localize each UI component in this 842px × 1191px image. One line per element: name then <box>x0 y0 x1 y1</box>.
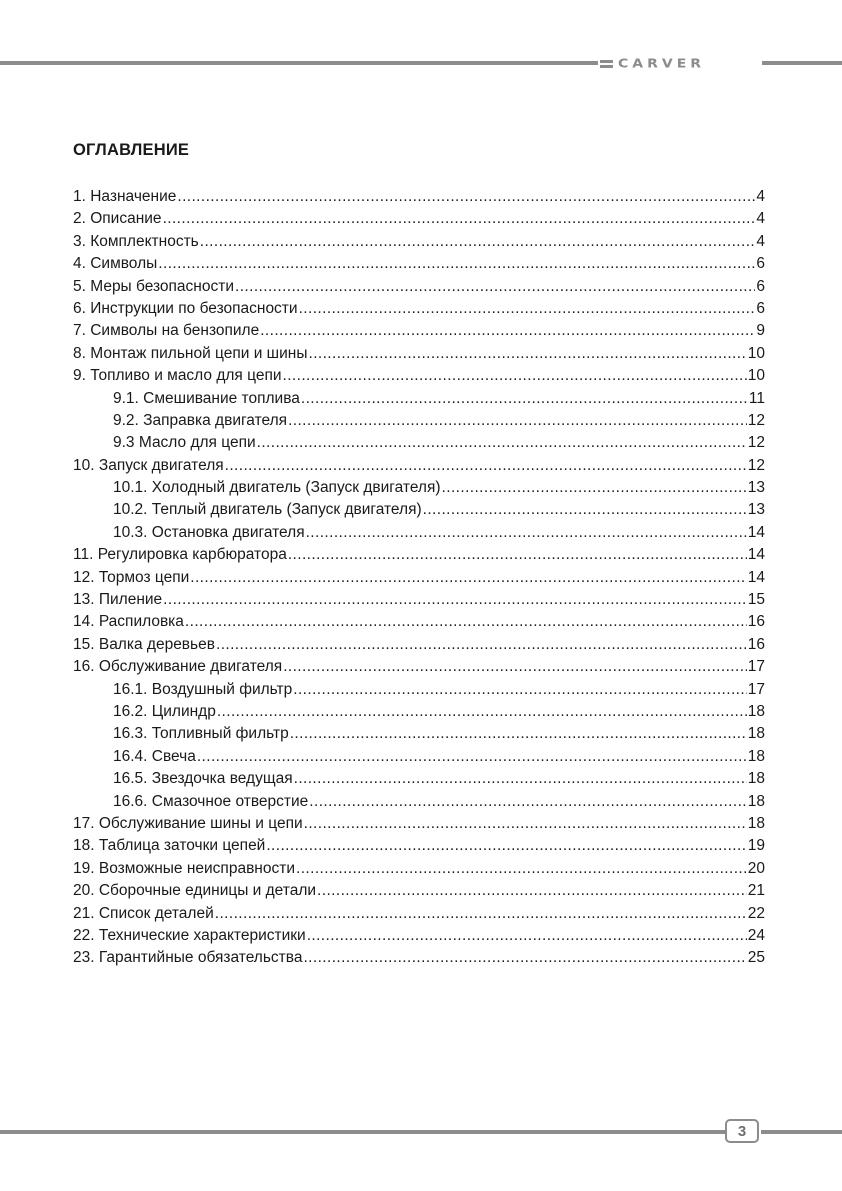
toc-entry <box>73 432 765 454</box>
toc-entry-label: 16. Обслуживание двигателя <box>73 658 283 676</box>
toc-entry <box>73 208 765 230</box>
toc-entry <box>73 365 765 387</box>
toc-dot-leader <box>294 768 747 790</box>
header-rule-right <box>762 61 842 65</box>
toc-entry-page: 16 <box>747 613 765 631</box>
toc-entry-page: 11 <box>748 389 765 407</box>
toc-entry <box>73 768 765 790</box>
toc-entry <box>73 567 765 589</box>
toc-dot-leader <box>257 432 747 454</box>
toc-entry <box>73 410 765 432</box>
toc-entry-page: 12 <box>747 411 765 429</box>
toc-entry-label: 16.3. Топливный фильтр <box>113 725 289 743</box>
brand-name: CARVER <box>618 56 706 72</box>
toc-entry-label: 16.1. Воздушный фильтр <box>113 680 293 698</box>
toc-entry <box>73 634 765 656</box>
toc-dot-leader <box>216 634 747 656</box>
toc-entry-page: 19 <box>747 837 765 855</box>
toc-dot-leader <box>423 499 747 521</box>
toc-entry-label: 11. Регулировка карбюратора <box>73 546 287 564</box>
toc-entry-page: 18 <box>747 747 765 765</box>
toc-dot-leader <box>217 701 747 723</box>
toc-entry-page: 17 <box>747 658 765 676</box>
toc-dot-leader <box>296 858 747 880</box>
toc-entry <box>73 656 765 678</box>
logo-mark-icon <box>600 60 613 68</box>
toc-dot-leader <box>190 567 747 589</box>
toc-entry-page: 17 <box>747 680 765 698</box>
toc-entry-label: 21. Список деталей <box>73 904 214 922</box>
toc-entry-label: 10.2. Теплый двигатель (Запуск двигателя) <box>113 501 422 519</box>
toc-dot-leader <box>283 365 747 387</box>
toc-entry <box>73 186 765 208</box>
toc-entry-page: 13 <box>747 479 765 497</box>
toc-entry-page: 12 <box>747 434 765 452</box>
toc-entry-label: 16.2. Цилиндр <box>113 702 216 720</box>
toc-entry-label: 9.2. Заправка двигателя <box>113 411 288 429</box>
toc-entry-page: 21 <box>747 882 765 900</box>
toc-entry-page: 12 <box>747 456 765 474</box>
toc-entry-label: 13. Пиление <box>73 591 163 609</box>
toc-entry-label: 15. Валка деревьев <box>73 635 215 653</box>
toc-entry-label: 9.1. Смешивание топлива <box>113 389 300 407</box>
toc-dot-leader <box>283 656 747 678</box>
toc-entry-label: 23. Гарантийные обязательства <box>73 949 303 967</box>
toc-dot-leader <box>266 835 746 857</box>
toc-entry <box>73 746 765 768</box>
table-of-contents <box>73 186 765 970</box>
toc-dot-leader <box>307 925 747 947</box>
toc-entry-page: 4 <box>756 188 765 205</box>
toc-entry <box>73 589 765 611</box>
toc-dot-leader <box>163 589 747 611</box>
toc-entry-label: 10.1. Холодный двигатель (Запуск двигателя) <box>113 479 441 497</box>
footer-rule-right <box>761 1130 842 1134</box>
page-title: ОГЛАВЛЕНИЕ <box>73 141 190 159</box>
toc-dot-leader <box>158 253 755 275</box>
toc-entry <box>73 858 765 880</box>
toc-dot-leader <box>303 947 746 969</box>
brand-logo <box>600 53 760 75</box>
toc-entry <box>73 276 765 298</box>
toc-entry-label: 9.3 Масло для цепи <box>113 434 256 452</box>
toc-entry-page: 25 <box>747 949 765 967</box>
toc-entry-page: 10 <box>747 367 765 385</box>
toc-entry <box>73 544 765 566</box>
toc-entry-label: 22. Технические характеристики <box>73 926 306 944</box>
toc-entry-page: 6 <box>756 255 765 273</box>
toc-entry-label: 1. Назначение <box>73 188 177 205</box>
toc-dot-leader <box>442 477 747 499</box>
toc-dot-leader <box>308 343 746 365</box>
toc-dot-leader <box>301 388 748 410</box>
toc-entry-page: 22 <box>747 904 765 922</box>
toc-entry-page: 6 <box>756 277 765 295</box>
toc-entry <box>73 679 765 701</box>
toc-dot-leader <box>163 208 756 230</box>
toc-entry-page: 9 <box>756 322 765 340</box>
toc-entry <box>73 298 765 320</box>
toc-entry <box>73 522 765 544</box>
toc-entry-label: 16.5. Звездочка ведущая <box>113 770 293 788</box>
toc-dot-leader <box>293 679 746 701</box>
toc-entry-page: 18 <box>747 702 765 720</box>
toc-entry-label: 5. Меры безопасности <box>73 277 234 295</box>
toc-entry <box>73 880 765 902</box>
toc-entry <box>73 388 765 410</box>
toc-dot-leader <box>288 410 747 432</box>
toc-dot-leader <box>197 746 747 768</box>
toc-entry-page: 13 <box>747 501 765 519</box>
toc-entry-page: 14 <box>747 523 765 541</box>
toc-dot-leader <box>306 522 747 544</box>
toc-dot-leader <box>200 231 756 253</box>
toc-entry-page: 24 <box>747 926 765 944</box>
toc-entry-page: 10 <box>747 344 765 362</box>
toc-entry <box>73 499 765 521</box>
toc-dot-leader <box>177 186 755 208</box>
toc-entry <box>73 343 765 365</box>
toc-entry-page: 14 <box>747 546 765 564</box>
toc-entry-label: 2. Описание <box>73 210 162 228</box>
toc-entry-page: 18 <box>747 814 765 832</box>
toc-entry-label: 14. Распиловка <box>73 613 184 631</box>
toc-entry-label: 7. Символы на бензопиле <box>73 322 260 340</box>
toc-dot-leader <box>185 611 747 633</box>
footer-rule-left <box>0 1130 725 1134</box>
toc-dot-leader <box>288 544 747 566</box>
toc-dot-leader <box>309 791 746 813</box>
toc-entry-page: 18 <box>747 725 765 743</box>
toc-entry-label: 19. Возможные неисправности <box>73 859 295 877</box>
toc-entry-label: 10. Запуск двигателя <box>73 456 224 474</box>
toc-entry-label: 6. Инструкции по безопасности <box>73 299 298 317</box>
toc-entry-label: 18. Таблица заточки цепей <box>73 837 266 855</box>
toc-entry <box>73 925 765 947</box>
toc-entry-page: 18 <box>747 792 765 810</box>
toc-entry <box>73 455 765 477</box>
header-rule-left <box>0 61 598 65</box>
toc-entry <box>73 813 765 835</box>
toc-entry-page: 20 <box>747 859 765 877</box>
toc-entry-label: 16.4. Свеча <box>113 747 196 765</box>
toc-dot-leader <box>260 320 755 342</box>
toc-dot-leader <box>235 276 755 298</box>
toc-entry-label: 9. Топливо и масло для цепи <box>73 367 282 385</box>
toc-entry-page: 14 <box>747 568 765 586</box>
toc-dot-leader <box>225 455 747 477</box>
toc-entry-label: 20. Сборочные единицы и детали <box>73 882 317 900</box>
toc-entry-label: 17. Обслуживание шины и цепи <box>73 814 303 832</box>
toc-dot-leader <box>290 723 747 745</box>
toc-entry <box>73 903 765 925</box>
toc-entry-label: 8. Монтаж пильной цепи и шины <box>73 344 308 362</box>
toc-entry-label: 4. Символы <box>73 255 158 273</box>
toc-entry-label: 10.3. Остановка двигателя <box>113 523 305 541</box>
toc-dot-leader <box>215 903 747 925</box>
toc-entry-page: 16 <box>747 635 765 653</box>
toc-entry-label: 12. Тормоз цепи <box>73 568 190 586</box>
toc-entry <box>73 253 765 275</box>
toc-dot-leader <box>299 298 756 320</box>
toc-entry-page: 15 <box>747 591 765 609</box>
toc-entry-page: 4 <box>756 210 765 228</box>
toc-entry-page: 6 <box>756 299 765 317</box>
toc-entry-label: 3. Комплектность <box>73 232 199 250</box>
toc-dot-leader <box>304 813 747 835</box>
toc-entry-page: 4 <box>756 232 765 250</box>
toc-dot-leader <box>317 880 747 902</box>
toc-entry <box>73 611 765 633</box>
toc-entry <box>73 723 765 745</box>
toc-entry <box>73 231 765 253</box>
toc-entry <box>73 701 765 723</box>
toc-entry-label: 16.6. Смазочное отверстие <box>113 792 309 810</box>
toc-entry <box>73 947 765 969</box>
toc-entry-page: 18 <box>747 770 765 788</box>
toc-entry <box>73 835 765 857</box>
page-number-badge: 3 <box>725 1119 759 1143</box>
toc-entry <box>73 320 765 342</box>
toc-entry <box>73 477 765 499</box>
toc-entry <box>73 791 765 813</box>
